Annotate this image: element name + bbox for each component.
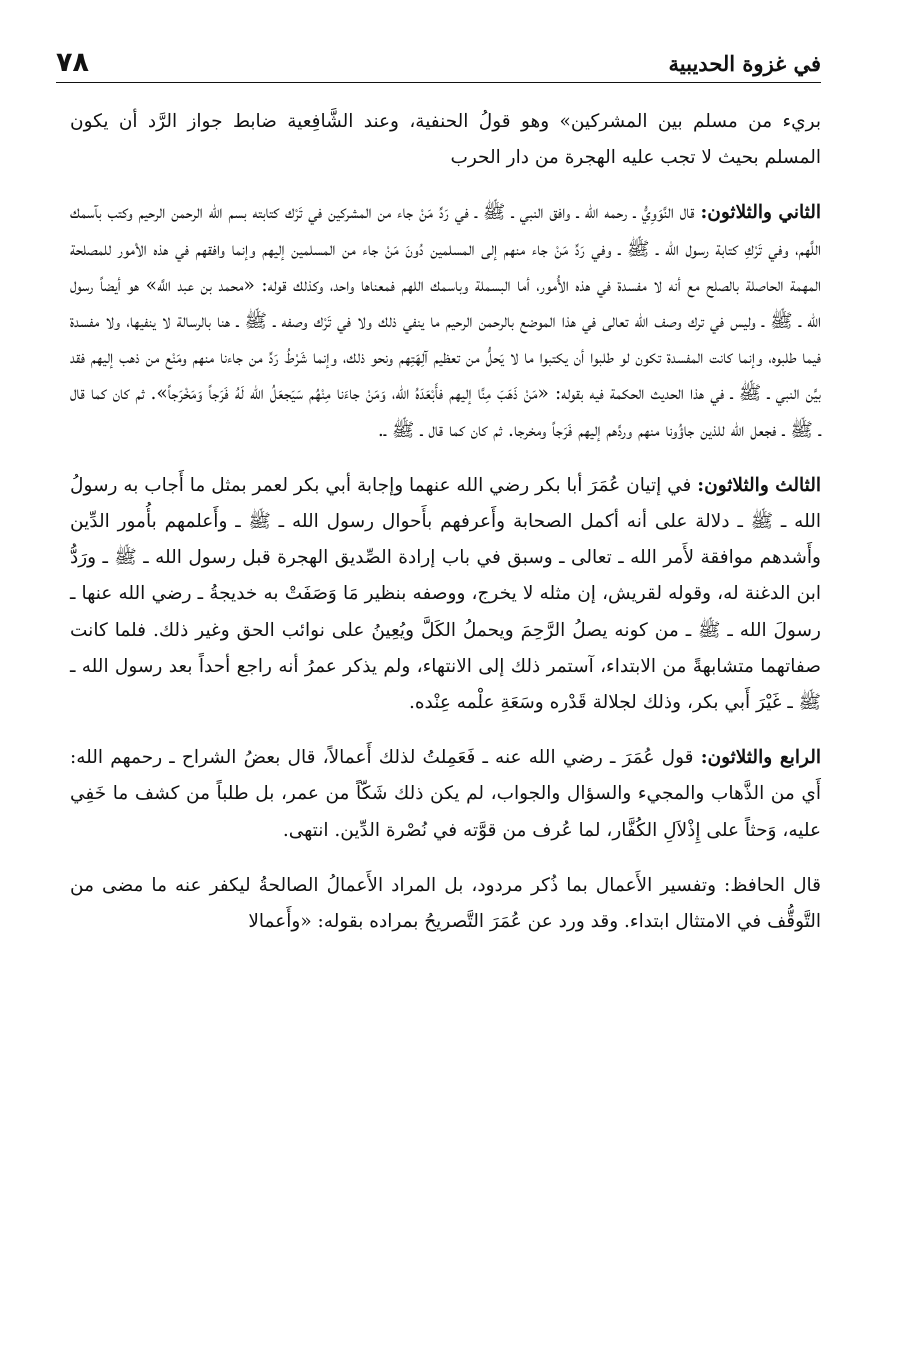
paragraph-hafiz-quote	[70, 868, 821, 940]
paragraph-text: قال النَّوَوِيُّ ـ رحمه الله ـ وافق النبي ـ ﷺ ـ في رَدِّ مَنْ جاء من المشركين في تَرْك كتابته بسم الله الرحمن الرحيم وكتب بآسمك اللَّهم، وفي تَرْكِ كتابة رسول الله ـ ﷺ ـ وفي رَدِّ مَنْ جاء منهم إلى المسلمين دُونَ مَنْ جاء من المسلمين إليهم وإنما وافقهم في هذه الأمور للمصلحة المهمة الحاصلة بالصلح مع أنه لا مفسدة في هذه الأُمور، أما البسملة وباسمك اللهم فمعناها واحد، وكذلك قوله: «محمد بن عبد اللَّه» هو أيضاً رسول الله ـ ﷺ ـ وليس في ترك وصف الله تعالى في هذا الموضع بالرحمن الرحيم ما ينفي ذلك ولا في تَرْك وصفه ـ ﷺ ـ هنا بالرسالة لا ينفيها، ولا مفسدة فيما طلبوه، وإنما كانت المفسدة تكون لو طلبوا أن يكتبوا ما لا يَحلُّ من تعظيم آلِهَتِهم ونحو ذلك، وإنما شَرْطُ رَدِّ من جاءنا منهم ومَنْع من ذهب إليهم فقد بيَّن النبي ـ ﷺ ـ في هذا الحديث الحكمة فيه بقوله: «مَنْ ذَهَبَ مِنَّا إليهم فأَبْعَدَهُ الله، وَمَنْ جاءَنا مِنْهُم سَيَجعَلُ الله لَهُ فَرَجاً وَمَخْرَجاً». ثم كان كما قال ـ ﷺ ـ فجعل الله للذين جاؤُونا منهم وردَّهم إليهم فَرَجاً ومخرجا. ثم كان كما قال ـ ﷺ ـ.	[70, 202, 821, 441]
paragraph-continuation	[70, 104, 821, 176]
running-header	[56, 38, 821, 83]
page-body	[70, 104, 821, 959]
paragraph-text: بريء من مسلم بين المشركين» وهو قولُ الحنفية، وعند الشَّافِعية ضابط جواز الرَّد أن يكون المسلم بحيث لا تجب عليه الهجرة من دار الحرب	[70, 111, 821, 169]
section-lead: الرابع والثلاثون:	[700, 747, 821, 769]
paragraph-thirty-third	[70, 468, 821, 721]
page-number: ٧٨	[56, 47, 89, 78]
paragraph-text: قال الحافظ: وتفسير الأَعمال بما ذُكر مردود، بل المراد الأَعمالُ الصالحةُ ليكفر عنه ما مضى من التَّوقُّف في الامتثال ابتداء. وقد ورد عن عُمَرَ التَّصريحُ بمراده بقوله: «وأَعمالا	[70, 874, 821, 933]
running-title: في غزوة الحديبية	[668, 51, 821, 76]
paragraph-text: في إتيان عُمَرَ أبا بكر رضي الله عنهما وإجابة أبي بكر لعمر بمثل ما أَجاب به رسولُ الله ـ ﷺ ـ دلالة على أنه أكمل الصحابة وأَعرفهم بأَحوال رسول الله ـ ﷺ ـ وأَعلمهم بأُمور الدِّين وأَشدهم موافقة لأَمر الله ـ تعالى ـ وسبق في باب إرادة الصِّديق الهجرة قبل رسول الله ـ ﷺ ـ ورَدُّ ابن الدغنة له، وقوله لقريش، إن مثله لا يخرج، ووصفه بنظير مَا وَصَفَتْ به خديجةُ ـ رضي الله عنها ـ رسولَ الله ـ ﷺ ـ من كونه يصلُ الرَّحِمَ ويحملُ الكَلَّ ويُعِينُ على نوائب الحق وغير ذلك. فلما كانت صفاتهما متشابهةً من الابتداء، آستمر ذلك إلى الانتهاء، ولم يذكر عمرُ أنه راجع أحداً بعد رسول الله ـ ﷺ ـ غَيْرَ أَبي بكر، وذلك لجلالة قَدْره وسَعَةِ علْمه عِنْده.	[70, 474, 821, 714]
section-lead: الثاني والثلاثون:	[700, 202, 821, 224]
section-lead: الثالث والثلاثون:	[697, 474, 821, 496]
paragraph-thirty-second	[70, 195, 821, 448]
paragraph-thirty-fourth	[70, 740, 821, 849]
paragraph-text: قول عُمَرَ ـ رضي الله عنه ـ فَعَمِلتُ لذلك أَعمالاً، قال بعضُ الشراح ـ رحمهم الله: أَي من الذَّهاب والمجيء والسؤال والجواب، لم يكن ذلك شَكّاً من عمر، بل طلباً من كشف ما خَفِي عليه، وَحثاً على إِذْلاَلِ الكُفَّار، لما عُرف من قوَّته في نُصْرة الدِّين. انتهى.	[70, 747, 821, 841]
